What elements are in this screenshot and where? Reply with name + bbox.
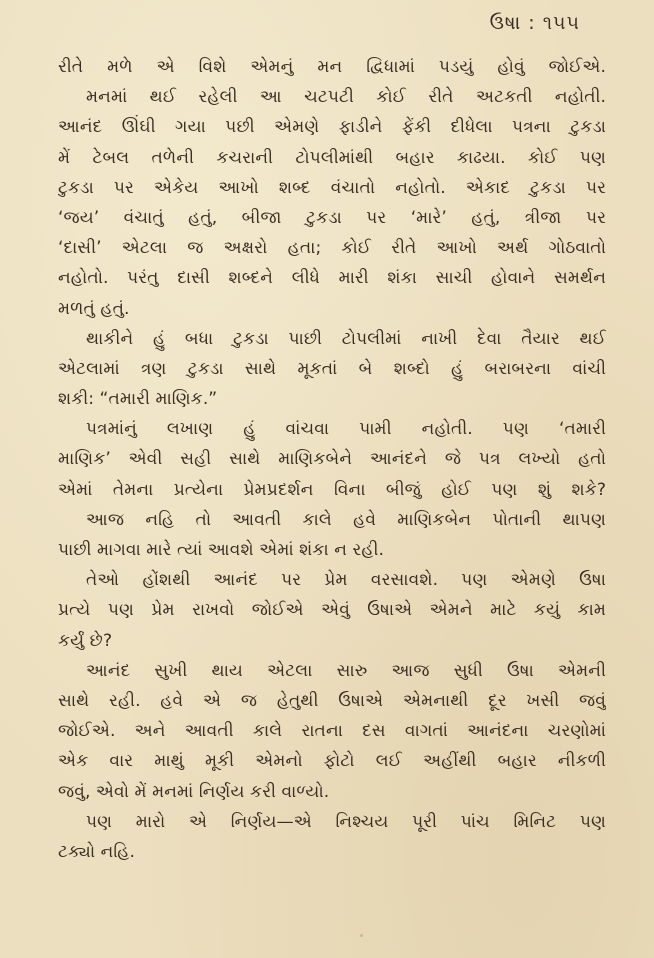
text-line: ‘જય’ વંચાતું હતું, બીજા ટુકડા પર ‘મારે’ હતું, ત્રીજા પર [58, 207, 606, 228]
text-line: માણિક’ એવી સહી સાથે માણિકબેને આનંદને જે પત્ર લખ્યો હતો [58, 449, 606, 470]
text-line: જોઈએ. અને આવતી કાલે રાતના દસ વાગતાં આનંદના ચરણોમાં [58, 721, 606, 742]
text-line: શકી: “તમારી માણિક.” [58, 389, 218, 410]
paper-speck [360, 934, 363, 937]
text-line: આનંદ ઊંઘી ગયા પછી એમણે ફાડીને ફેંકી દીધેલા પત્રના ટુકડા [58, 117, 606, 138]
text-line: ‘દાસી’ એટલા જ અક્ષરો હતા; કોઈ રીતે આખો અર્થ ગોઠવાતો [58, 238, 606, 259]
text-line: ટક્યો નહિ. [58, 841, 135, 862]
text-line: એક વાર માથું મૂકી એમનો ફોટો લઈ અહીંથી બહાર નીકળી [58, 751, 606, 772]
running-head: ઉષા : ૧૫૫ [489, 12, 580, 34]
text-line: એમાં તેમના પ્રત્યેના પ્રેમપ્રદર્શન વિના બીજું હોઈ પણ શું શકે? [58, 479, 606, 500]
text-line: ટુકડા પર એકેય આખો શબ્દ વંચાતો નહોતો. એકાદ ટુકડા પર [58, 177, 606, 198]
text-line: જવું, એવો મેં મનમાં નિર્ણય કરી વાળ્યો. [58, 781, 330, 802]
text-line: મેં ટેબલ તળેની કચરાની ટોપલીમાંથી બહાર કાઢયા. કોઈ પણ [58, 147, 606, 168]
text-line: મળતું હતું. [58, 298, 130, 319]
page-body-text [58, 52, 606, 867]
text-line: રીતે મળે એ વિશે એમનું મન દ્વિધામાં પડયું હોવું જોઈએ. [58, 57, 606, 77]
text-line: એટલામાં ત્રણ ટુકડા સાથે મૂકતાં બે શબ્દો હું બરાબરના વાંચી [58, 358, 606, 379]
text-line: પાછી માગવા મારે ત્યાં આવશે એમાં શંકા ન રહી. [58, 540, 384, 560]
text-line: તેઓ હોંશથી આનંદ પર પ્રેમ વરસાવશે. પણ એમણે ઉષા [86, 570, 606, 591]
text-line: કર્યું છે? [58, 630, 113, 651]
text-line: આનંદ સુખી થાય એટલા સારુ આજ સુધી ઉષા એમની [86, 660, 606, 681]
text-line: આજ નહિ તો આવતી કાલે હવે માણિકબેન પોતાની થાપણ [86, 509, 606, 530]
text-line: પણ મારો એ નિર્ણય—એ નિશ્ચય પૂરી પાંચ મિનિટ પણ [86, 811, 606, 832]
text-line: પ્રત્યે પણ પ્રેમ રાખવો જોઈએ એવું ઉષાએ એમને માટે કયું કામ [58, 600, 606, 621]
text-line: પત્રમાંનું લખાણ હું વાંચવા પામી નહોતી. પણ ‘તમારી [86, 419, 606, 440]
text-line: થાકીને હું બધા ટુકડા પાછી ટોપલીમાં નાખી દેવા તૈયાર થઈ [86, 328, 606, 349]
text-line: સાથે રહી. હવે એ જ હેતુથી ઉષાએ એમનાથી દૂર ખસી જવું [58, 690, 606, 711]
text-line: નહોતો. પરંતુ દાસી શબ્દને લીધે મારી શંકા સાચી હોવાને સમર્થન [58, 268, 606, 289]
text-line: મનમાં થઈ રહેલી આ ચટપટી કોઈ રીતે અટકતી નહોતી. [86, 87, 606, 108]
